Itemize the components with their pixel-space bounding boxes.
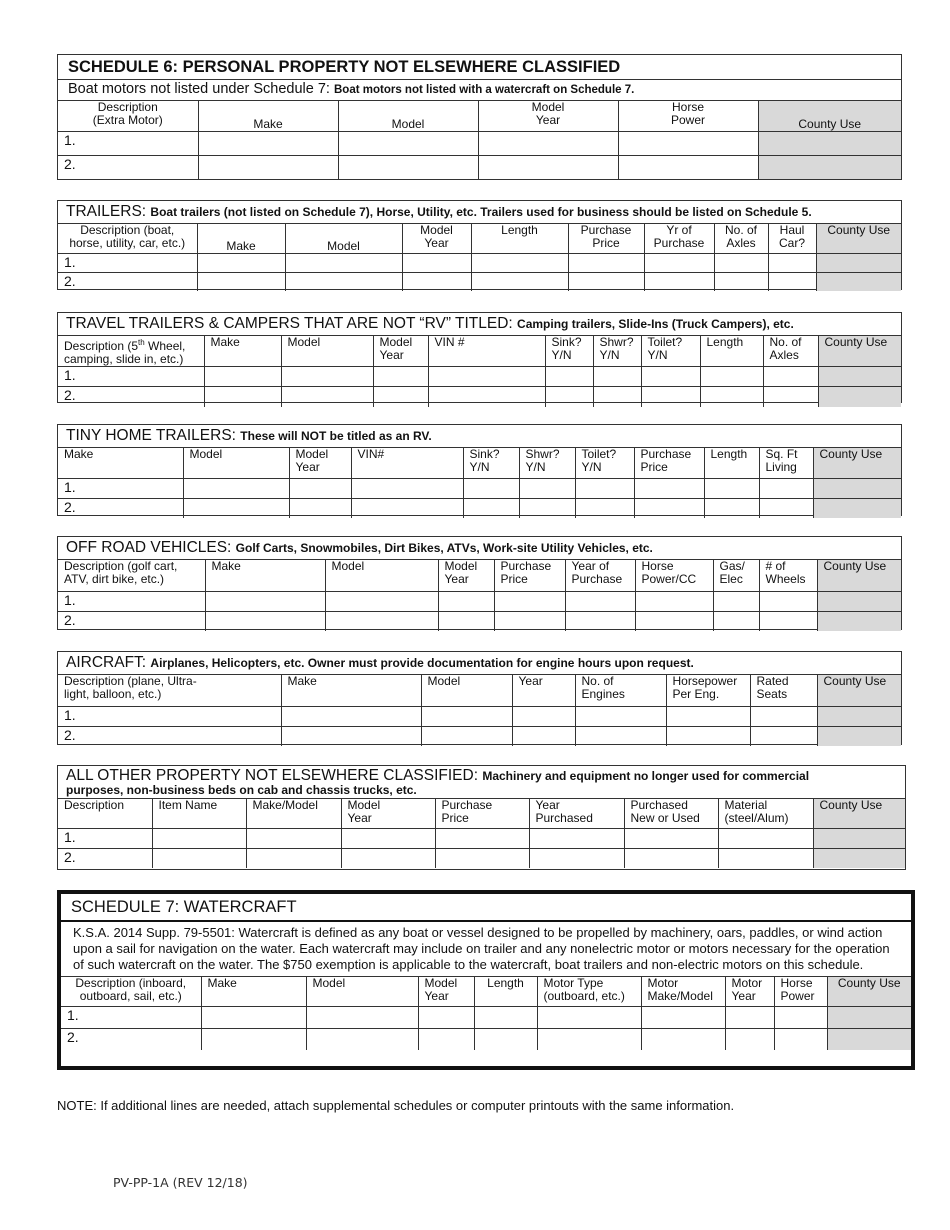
table-row <box>58 367 901 387</box>
col-purchase-price: Purchase Price <box>634 448 704 478</box>
input-cell[interactable] <box>618 131 758 155</box>
input-cell[interactable] <box>700 387 763 407</box>
col-model-year: Model Year <box>373 336 428 367</box>
col-county-use: County Use <box>817 675 901 706</box>
input-cell[interactable] <box>641 1028 725 1050</box>
boat-motors-table <box>58 101 901 179</box>
col-wheels: # of Wheels <box>759 560 817 591</box>
table-row <box>58 726 901 746</box>
input-cell[interactable] <box>624 828 718 848</box>
input-cell[interactable] <box>624 848 718 868</box>
schedule6-boat-motors-section <box>57 54 902 180</box>
campers-heading: TRAVEL TRAILERS & CAMPERS THAT ARE NOT “RV” TITLED: Camping trailers, Slide-Ins (Truck Campers), etc. <box>58 313 901 336</box>
row-number: 1. <box>58 131 198 155</box>
col-motor-make-model: Motor Make/Model <box>641 977 725 1006</box>
aircraft-section <box>57 651 902 745</box>
input-cell[interactable] <box>428 367 545 387</box>
col-county-use: County Use <box>818 336 901 367</box>
off-road-section <box>57 536 902 630</box>
col-make-model: Make/Model <box>246 799 341 828</box>
input-cell[interactable] <box>281 726 421 746</box>
row-number: 1. <box>58 253 197 272</box>
input-cell[interactable] <box>537 1028 641 1050</box>
form-number: PV-PP-1A (REV 12/18) <box>113 1175 248 1190</box>
col-engines: No. of Engines <box>575 675 666 706</box>
col-year: Year <box>512 675 575 706</box>
col-description: Description <box>58 799 152 828</box>
col-description: Description (plane, Ultra- light, balloon, etc.) <box>58 675 281 706</box>
input-cell[interactable] <box>634 498 704 518</box>
input-cell[interactable] <box>593 367 641 387</box>
input-cell[interactable] <box>474 1028 537 1050</box>
row-number: 2. <box>58 387 204 407</box>
input-cell[interactable] <box>285 253 402 272</box>
col-make: Make <box>204 336 281 367</box>
col-shower: Shwr? Y/N <box>519 448 575 478</box>
col-axles: No. of Axles <box>763 336 818 367</box>
col-purchase-price: Purchase Price <box>568 224 644 253</box>
col-model: Model <box>421 675 512 706</box>
col-model-year: Model Year <box>478 101 618 131</box>
input-cell[interactable] <box>704 498 759 518</box>
input-cell[interactable] <box>338 155 478 179</box>
input-cell[interactable] <box>351 478 463 498</box>
col-county-use: County Use <box>827 977 911 1006</box>
input-cell[interactable] <box>306 1028 418 1050</box>
input-cell[interactable] <box>341 848 435 868</box>
input-cell[interactable] <box>575 498 634 518</box>
col-model: Model <box>183 448 289 478</box>
col-shower: Shwr? Y/N <box>593 336 641 367</box>
table-row <box>61 1028 911 1050</box>
input-cell[interactable] <box>421 726 512 746</box>
input-cell[interactable] <box>519 478 575 498</box>
input-cell[interactable] <box>471 272 568 291</box>
col-county-use: County Use <box>758 101 901 131</box>
table-row <box>58 591 901 611</box>
col-description: Description (boat, horse, utility, car, etc.) <box>58 224 197 253</box>
input-cell[interactable] <box>641 367 700 387</box>
input-cell[interactable] <box>373 387 428 407</box>
input-cell[interactable] <box>575 706 666 726</box>
col-year-of-purchase: Yr of Purchase <box>644 224 714 253</box>
row-number: 2. <box>58 498 183 518</box>
input-cell[interactable] <box>759 611 817 631</box>
input-cell[interactable] <box>306 1006 418 1028</box>
col-make: Make <box>197 224 285 253</box>
county-use-cell <box>817 611 901 631</box>
input-cell[interactable] <box>152 828 246 848</box>
col-model-year: Model Year <box>402 224 471 253</box>
input-cell[interactable] <box>198 131 338 155</box>
campers-table <box>58 336 901 407</box>
input-cell[interactable] <box>421 706 512 726</box>
schedule7-description: K.S.A. 2014 Supp. 79-5501: Watercraft is defined as any boat or vessel designed to be propelled by machinery, oars, paddles, or wind action upon a sail for navigation on the water. Each watercraft may include on trailer and any nonelectric motor or motors necessary for the operation of such watercraft on the water. The $750 exemption is applicable to the watercraft, boat trailers and non-electric motors on this schedule. <box>61 922 911 977</box>
county-use-cell <box>813 828 905 848</box>
col-model-year: Model Year <box>418 977 474 1006</box>
input-cell[interactable] <box>641 1006 725 1028</box>
input-cell[interactable] <box>204 387 281 407</box>
input-cell[interactable] <box>568 272 644 291</box>
col-model-year: Model Year <box>438 560 494 591</box>
county-use-cell <box>816 272 901 291</box>
input-cell[interactable] <box>565 611 635 631</box>
county-use-cell <box>817 706 901 726</box>
col-model: Model <box>306 977 418 1006</box>
col-county-use: County Use <box>817 560 901 591</box>
input-cell[interactable] <box>644 253 714 272</box>
col-axles: No. of Axles <box>714 224 768 253</box>
trailers-table <box>58 224 901 291</box>
table-row <box>58 272 901 291</box>
input-cell[interactable] <box>512 706 575 726</box>
tiny-home-section <box>57 424 902 516</box>
row-number: 1. <box>61 1006 201 1028</box>
input-cell[interactable] <box>463 498 519 518</box>
input-cell[interactable] <box>494 611 565 631</box>
col-model: Model <box>281 336 373 367</box>
schedule6-title: SCHEDULE 6: PERSONAL PROPERTY NOT ELSEWHERE CLASSIFIED <box>58 55 901 80</box>
input-cell[interactable] <box>759 478 813 498</box>
schedule7-title: SCHEDULE 7: WATERCRAFT <box>61 894 911 922</box>
col-item-name: Item Name <box>152 799 246 828</box>
col-length: Length <box>704 448 759 478</box>
supplemental-note: NOTE: If additional lines are needed, attach supplemental schedules or computer printouts with the same information. <box>57 1098 735 1113</box>
input-cell[interactable] <box>759 591 817 611</box>
col-model: Model <box>338 101 478 131</box>
row-number: 1. <box>58 478 183 498</box>
input-cell[interactable] <box>713 611 759 631</box>
input-cell[interactable] <box>338 131 478 155</box>
input-cell[interactable] <box>714 272 768 291</box>
schedule7-watercraft-section <box>57 890 915 1070</box>
input-cell[interactable] <box>635 591 713 611</box>
col-motor-type: Motor Type (outboard, etc.) <box>537 977 641 1006</box>
input-cell[interactable] <box>438 611 494 631</box>
input-cell[interactable] <box>700 367 763 387</box>
watercraft-table <box>61 977 911 1050</box>
input-cell[interactable] <box>325 611 438 631</box>
input-cell[interactable] <box>478 155 618 179</box>
col-county-use: County Use <box>813 448 901 478</box>
col-new-or-used: Purchased New or Used <box>624 799 718 828</box>
input-cell[interactable] <box>351 498 463 518</box>
col-horse-power: Horse Power/CC <box>635 560 713 591</box>
boat-motors-heading: Boat motors not listed under Schedule 7: Boat motors not listed with a watercraft on Schedule 7. <box>58 80 901 101</box>
input-cell[interactable] <box>529 828 624 848</box>
input-cell[interactable] <box>494 591 565 611</box>
col-sq-ft-living: Sq. Ft Living <box>759 448 813 478</box>
col-horse-power: Horse Power <box>618 101 758 131</box>
input-cell[interactable] <box>246 828 341 848</box>
col-sink: Sink? Y/N <box>463 448 519 478</box>
row-number: 2. <box>58 272 197 291</box>
table-row <box>58 155 901 179</box>
col-model-year: Model Year <box>341 799 435 828</box>
input-cell[interactable] <box>725 1028 774 1050</box>
input-cell[interactable] <box>373 367 428 387</box>
input-cell[interactable] <box>438 591 494 611</box>
col-description: Description (Extra Motor) <box>58 101 198 131</box>
col-county-use: County Use <box>813 799 905 828</box>
input-cell[interactable] <box>197 253 285 272</box>
col-description: Description (inboard, outboard, sail, etc.) <box>61 977 201 1006</box>
col-gas-elec: Gas/ Elec <box>713 560 759 591</box>
county-use-cell <box>816 253 901 272</box>
county-use-cell <box>758 155 901 179</box>
county-use-cell <box>813 848 905 868</box>
col-sink: Sink? Y/N <box>545 336 593 367</box>
table-row <box>58 848 905 868</box>
col-description: Description (golf cart, ATV, dirt bike, etc.) <box>58 560 205 591</box>
trailers-section <box>57 200 902 290</box>
col-horsepower-per-engine: Horsepower Per Eng. <box>666 675 750 706</box>
col-model-year: Model Year <box>289 448 351 478</box>
input-cell[interactable] <box>666 706 750 726</box>
input-cell[interactable] <box>418 1006 474 1028</box>
all-other-table <box>58 799 905 868</box>
row-number: 1. <box>58 706 281 726</box>
input-cell[interactable] <box>759 498 813 518</box>
input-cell[interactable] <box>435 848 529 868</box>
input-cell[interactable] <box>512 726 575 746</box>
input-cell[interactable] <box>763 367 818 387</box>
input-cell[interactable] <box>713 591 759 611</box>
col-toilet: Toilet? Y/N <box>641 336 700 367</box>
input-cell[interactable] <box>618 155 758 179</box>
county-use-cell <box>818 387 901 407</box>
col-purchase-price: Purchase Price <box>494 560 565 591</box>
col-toilet: Toilet? Y/N <box>575 448 634 478</box>
input-cell[interactable] <box>201 1028 306 1050</box>
col-make: Make <box>201 977 306 1006</box>
input-cell[interactable] <box>281 387 373 407</box>
input-cell[interactable] <box>718 848 813 868</box>
input-cell[interactable] <box>593 387 641 407</box>
input-cell[interactable] <box>774 1028 827 1050</box>
row-number: 1. <box>58 591 205 611</box>
table-row <box>58 387 901 407</box>
county-use-cell <box>827 1028 911 1050</box>
col-make: Make <box>198 101 338 131</box>
table-row <box>58 253 901 272</box>
tiny-home-heading: TINY HOME TRAILERS: These will NOT be titled as an RV. <box>58 425 901 448</box>
county-use-cell <box>758 131 901 155</box>
col-year-purchased: Year Purchased <box>529 799 624 828</box>
input-cell[interactable] <box>666 726 750 746</box>
input-cell[interactable] <box>205 611 325 631</box>
input-cell[interactable] <box>281 367 373 387</box>
input-cell[interactable] <box>641 387 700 407</box>
col-purchase-price: Purchase Price <box>435 799 529 828</box>
input-cell[interactable] <box>568 253 644 272</box>
campers-section <box>57 312 902 403</box>
col-vin: VIN# <box>351 448 463 478</box>
input-cell[interactable] <box>281 706 421 726</box>
table-row <box>58 828 905 848</box>
row-number: 2. <box>58 155 198 179</box>
all-other-heading: ALL OTHER PROPERTY NOT ELSEWHERE CLASSIFIED: Machinery and equipment no longer used for commercial purposes, non-business beds on cab and chassis trucks, etc. <box>58 766 905 799</box>
col-make: Make <box>281 675 421 706</box>
off-road-table <box>58 560 901 631</box>
input-cell[interactable] <box>289 498 351 518</box>
col-model: Model <box>325 560 438 591</box>
col-vin: VIN # <box>428 336 545 367</box>
input-cell[interactable] <box>545 387 593 407</box>
input-cell[interactable] <box>289 478 351 498</box>
row-number: 1. <box>58 367 204 387</box>
input-cell[interactable] <box>644 272 714 291</box>
input-cell[interactable] <box>285 272 402 291</box>
input-cell[interactable] <box>718 828 813 848</box>
county-use-cell <box>817 591 901 611</box>
input-cell[interactable] <box>474 1006 537 1028</box>
input-cell[interactable] <box>725 1006 774 1028</box>
county-use-cell <box>827 1006 911 1028</box>
row-number: 2. <box>58 726 281 746</box>
input-cell[interactable] <box>201 1006 306 1028</box>
input-cell[interactable] <box>575 478 634 498</box>
col-length: Length <box>700 336 763 367</box>
input-cell[interactable] <box>435 828 529 848</box>
col-model: Model <box>285 224 402 253</box>
aircraft-heading: AIRCRAFT: Airplanes, Helicopters, etc. Owner must provide documentation for engine hours upon request. <box>58 652 901 675</box>
input-cell[interactable] <box>704 478 759 498</box>
county-use-cell <box>818 367 901 387</box>
input-cell[interactable] <box>428 387 545 407</box>
input-cell[interactable] <box>750 726 817 746</box>
input-cell[interactable] <box>463 478 519 498</box>
input-cell[interactable] <box>519 498 575 518</box>
col-county-use: County Use <box>816 224 901 253</box>
col-make: Make <box>205 560 325 591</box>
input-cell[interactable] <box>714 253 768 272</box>
input-cell[interactable] <box>152 848 246 868</box>
input-cell[interactable] <box>529 848 624 868</box>
row-number: 2. <box>58 611 205 631</box>
input-cell[interactable] <box>402 253 471 272</box>
input-cell[interactable] <box>635 611 713 631</box>
off-road-heading: OFF ROAD VEHICLES: Golf Carts, Snowmobiles, Dirt Bikes, ATVs, Work-site Utility Vehicles, etc. <box>58 537 901 560</box>
input-cell[interactable] <box>183 498 289 518</box>
row-number: 2. <box>58 848 152 868</box>
input-cell[interactable] <box>198 155 338 179</box>
input-cell[interactable] <box>471 253 568 272</box>
input-cell[interactable] <box>478 131 618 155</box>
table-row <box>58 611 901 631</box>
input-cell[interactable] <box>768 272 816 291</box>
table-row <box>58 131 901 155</box>
input-cell[interactable] <box>634 478 704 498</box>
input-cell[interactable] <box>246 848 341 868</box>
col-motor-year: Motor Year <box>725 977 774 1006</box>
col-material: Material (steel/Alum) <box>718 799 813 828</box>
col-year-of-purchase: Year of Purchase <box>565 560 635 591</box>
input-cell[interactable] <box>565 591 635 611</box>
tiny-home-table <box>58 448 901 518</box>
input-cell[interactable] <box>197 272 285 291</box>
county-use-cell <box>817 726 901 746</box>
col-rated-seats: Rated Seats <box>750 675 817 706</box>
col-length: Length <box>471 224 568 253</box>
input-cell[interactable] <box>183 478 289 498</box>
col-make: Make <box>58 448 183 478</box>
aircraft-table <box>58 675 901 746</box>
input-cell[interactable] <box>341 828 435 848</box>
col-horse-power: Horse Power <box>774 977 827 1006</box>
input-cell[interactable] <box>205 591 325 611</box>
all-other-section <box>57 765 906 870</box>
col-length: Length <box>474 977 537 1006</box>
input-cell[interactable] <box>575 726 666 746</box>
table-row <box>58 498 901 518</box>
input-cell[interactable] <box>545 367 593 387</box>
input-cell[interactable] <box>402 272 471 291</box>
input-cell[interactable] <box>763 387 818 407</box>
table-row <box>58 478 901 498</box>
input-cell[interactable] <box>774 1006 827 1028</box>
table-row <box>61 1006 911 1028</box>
col-haul-car: Haul Car? <box>768 224 816 253</box>
county-use-cell <box>813 478 901 498</box>
trailers-heading: TRAILERS: Boat trailers (not listed on Schedule 7), Horse, Utility, etc. Trailers used for business should be listed on Schedule 5. <box>58 201 901 224</box>
row-number: 1. <box>58 828 152 848</box>
col-description: Description (5th Wheel, camping, slide in, etc.) <box>58 336 204 367</box>
row-number: 2. <box>61 1028 201 1050</box>
input-cell[interactable] <box>537 1006 641 1028</box>
county-use-cell <box>813 498 901 518</box>
input-cell[interactable] <box>750 706 817 726</box>
input-cell[interactable] <box>418 1028 474 1050</box>
input-cell[interactable] <box>768 253 816 272</box>
input-cell[interactable] <box>325 591 438 611</box>
input-cell[interactable] <box>204 367 281 387</box>
table-row <box>58 706 901 726</box>
